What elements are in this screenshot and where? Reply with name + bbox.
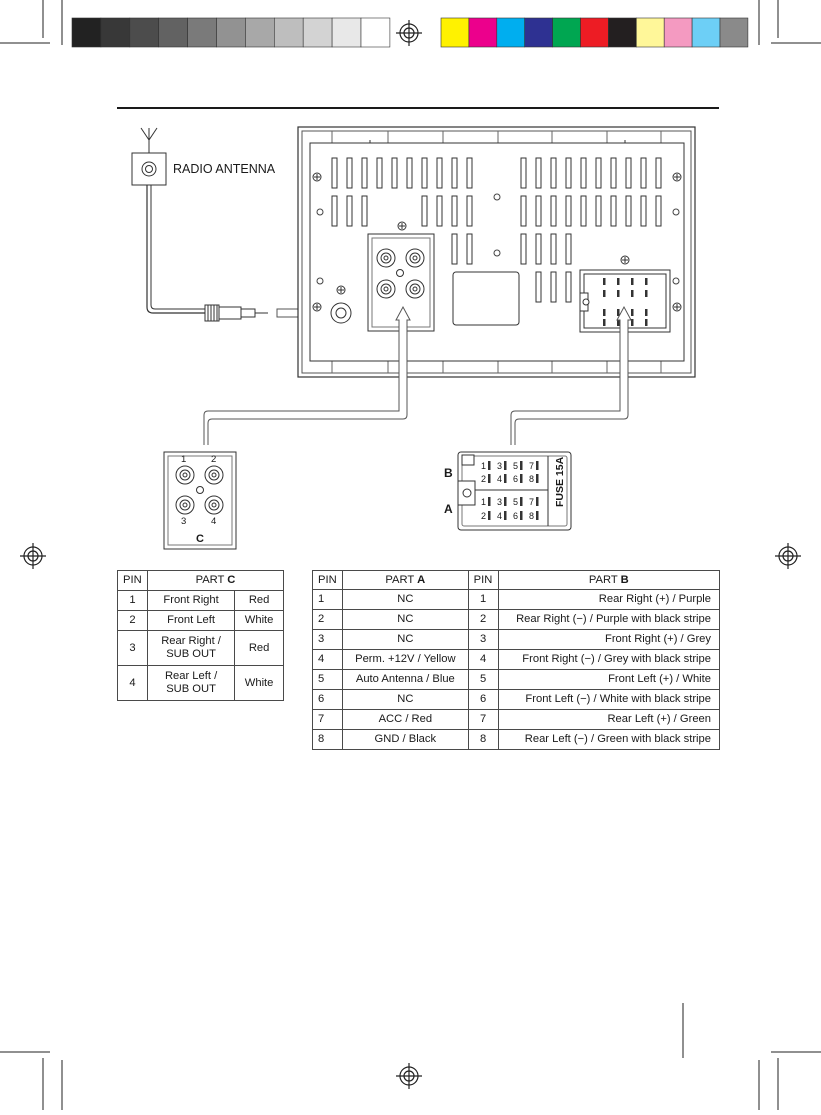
vent-slot <box>362 158 367 188</box>
vent-slot <box>377 158 382 188</box>
iso-pin-number: 3 <box>497 461 503 471</box>
grayscale-bar <box>72 18 390 47</box>
vent-slot <box>332 196 337 226</box>
part-b-cell: Front Right (−) / Grey with black stripe <box>498 650 719 670</box>
col-header-part-a: PART A <box>342 571 468 590</box>
col-header-pin-a: PIN <box>313 571 343 590</box>
vent-slot <box>452 158 457 188</box>
vent-slot <box>521 196 526 226</box>
pin-icon <box>603 278 606 285</box>
pin-table-ab <box>312 570 720 750</box>
gray-swatch <box>361 18 390 47</box>
vent-slot <box>452 196 457 226</box>
part-b-cell: Front Left (−) / White with black stripe <box>498 690 719 710</box>
connector-c <box>164 452 236 549</box>
part-b-cell: Rear Left (+) / Green <box>498 710 719 730</box>
connector-c-pin-label: 4 <box>211 516 217 527</box>
iso-pin-number: 5 <box>513 497 519 507</box>
vent-slot <box>566 234 571 264</box>
table-row <box>313 610 720 630</box>
pin-b-cell: 4 <box>468 650 498 670</box>
iso-pin-number: 1 <box>481 461 487 471</box>
pin-cell: 2 <box>118 611 148 631</box>
pin-icon <box>504 461 507 470</box>
antenna-jack-box <box>132 153 166 185</box>
pin-b-cell: 1 <box>468 590 498 610</box>
pin-icon <box>631 290 634 297</box>
pin-icon <box>536 461 539 470</box>
vent-slot <box>467 158 472 188</box>
signal-cell: Rear Left / SUB OUT <box>147 666 234 701</box>
color-cell: Red <box>235 631 284 666</box>
pin-icon <box>536 474 539 483</box>
signal-cell: Rear Right / SUB OUT <box>147 631 234 666</box>
iso-pin-number: 5 <box>513 461 519 471</box>
pin-a-cell: 8 <box>313 730 343 750</box>
part-a-cell: NC <box>342 610 468 630</box>
vent-slot <box>536 272 541 302</box>
vent-slot <box>362 196 367 226</box>
pin-cell: 1 <box>118 591 148 611</box>
signal-cell: Front Right <box>147 591 234 611</box>
pin-icon <box>504 474 507 483</box>
vent-slot <box>566 196 571 226</box>
gray-swatch <box>303 18 332 47</box>
iso-pin-number: 7 <box>529 497 535 507</box>
pin-icon <box>520 511 523 520</box>
gray-swatch <box>101 18 130 47</box>
col-header-pin-b: PIN <box>468 571 498 590</box>
iso-pin-number: 4 <box>497 511 503 521</box>
iso-a-label: A <box>444 502 453 516</box>
pin-icon <box>645 319 648 326</box>
color-swatch <box>692 18 720 47</box>
pin-cell: 4 <box>118 666 148 701</box>
col-header-part-b: PART B <box>498 571 719 590</box>
vent-slot <box>656 196 661 226</box>
pin-icon <box>488 461 491 470</box>
screw-icon <box>621 256 629 264</box>
screw-icon <box>398 222 406 230</box>
vent-slot <box>536 158 541 188</box>
part-a-cell: Perm. +12V / Yellow <box>342 650 468 670</box>
pin-cell: 3 <box>118 631 148 666</box>
pin-b-cell: 5 <box>468 670 498 690</box>
iso-pin-number: 2 <box>481 511 487 521</box>
col-header-part-c: PART C <box>147 571 283 591</box>
table-row <box>313 630 720 650</box>
table-row <box>118 591 284 611</box>
pin-icon <box>617 278 620 285</box>
iso-b-label: B <box>444 466 453 480</box>
registration-mark-icon <box>396 1063 422 1089</box>
vent-slot <box>347 158 352 188</box>
vent-slot <box>641 196 646 226</box>
pin-b-cell: 3 <box>468 630 498 650</box>
iso-pin-number: 4 <box>497 474 503 484</box>
part-b-cell: Rear Left (−) / Green with black stripe <box>498 730 719 750</box>
connector-c-pin-label: 2 <box>211 454 217 465</box>
table-row <box>313 690 720 710</box>
table-row <box>313 730 720 750</box>
vent-slot <box>566 272 571 302</box>
pin-icon <box>504 511 507 520</box>
iso-pin-number: 8 <box>529 474 535 484</box>
pin-icon <box>645 309 648 316</box>
antenna-label: RADIO ANTENNA <box>173 162 276 176</box>
registration-mark-icon <box>396 20 422 46</box>
table-header-row <box>313 571 720 590</box>
pin-a-cell: 7 <box>313 710 343 730</box>
radio-rear-panel <box>298 127 695 377</box>
pin-a-cell: 4 <box>313 650 343 670</box>
vent-slot <box>467 234 472 264</box>
part-b-cell: Rear Right (+) / Purple <box>498 590 719 610</box>
pin-b-cell: 2 <box>468 610 498 630</box>
table-row <box>118 631 284 666</box>
vent-slot <box>596 158 601 188</box>
pin-icon <box>617 309 620 316</box>
iso-pin-number: 7 <box>529 461 535 471</box>
connector-c-label: C <box>196 533 204 545</box>
color-swatch <box>581 18 609 47</box>
antenna-cable <box>147 185 205 313</box>
gray-swatch <box>72 18 101 47</box>
color-swatch <box>525 18 553 47</box>
vent-slot <box>626 196 631 226</box>
pin-a-cell: 5 <box>313 670 343 690</box>
antenna-symbol-icon <box>141 128 157 153</box>
screw-icon <box>313 303 321 311</box>
pin-table-c <box>117 570 284 701</box>
color-swatch <box>636 18 664 47</box>
pin-a-cell: 3 <box>313 630 343 650</box>
gray-swatch <box>217 18 246 47</box>
vent-slot <box>551 196 556 226</box>
col-header-pin: PIN <box>118 571 148 591</box>
iso-pin-number: 3 <box>497 497 503 507</box>
part-a-cell: NC <box>342 630 468 650</box>
vent-slot <box>452 234 457 264</box>
color-bar <box>441 18 748 47</box>
vent-slot <box>596 196 601 226</box>
vent-slot <box>392 158 397 188</box>
vent-slot <box>581 158 586 188</box>
vent-slot <box>551 158 556 188</box>
vent-slot <box>467 196 472 226</box>
table-row <box>118 666 284 701</box>
part-b-cell: Rear Right (−) / Purple with black stripe <box>498 610 719 630</box>
vent-slot <box>641 158 646 188</box>
pin-icon <box>504 497 507 506</box>
vent-slot <box>536 196 541 226</box>
gray-swatch <box>188 18 217 47</box>
table-row <box>313 670 720 690</box>
registration-mark-icon <box>775 543 801 569</box>
part-a-cell: NC <box>342 590 468 610</box>
pin-icon <box>631 309 634 316</box>
table-header-row <box>118 571 284 591</box>
iso-pin-number: 2 <box>481 474 487 484</box>
gray-swatch <box>245 18 274 47</box>
color-cell: White <box>235 611 284 631</box>
iso-pin-number: 1 <box>481 497 487 507</box>
connector-c-pin-label: 1 <box>181 454 187 465</box>
vent-slot <box>422 196 427 226</box>
vent-slot <box>566 158 571 188</box>
pin-icon <box>520 497 523 506</box>
color-swatch <box>497 18 525 47</box>
pin-icon <box>536 511 539 520</box>
part-b-cell: Front Right (+) / Grey <box>498 630 719 650</box>
pin-icon <box>520 461 523 470</box>
vent-slot <box>551 272 556 302</box>
vent-slot <box>521 158 526 188</box>
vent-slot <box>437 158 442 188</box>
registration-mark-icon <box>20 543 46 569</box>
pin-icon <box>631 278 634 285</box>
pin-icon <box>603 290 606 297</box>
gray-swatch <box>332 18 361 47</box>
pin-icon <box>603 319 606 326</box>
iso-pin-number: 8 <box>529 511 535 521</box>
color-swatch <box>553 18 581 47</box>
table-row <box>313 590 720 610</box>
antenna-plug-icon <box>205 305 268 321</box>
iso-pin-number: 6 <box>513 511 519 521</box>
vent-slot <box>347 196 352 226</box>
vent-slot <box>437 196 442 226</box>
table-row <box>313 710 720 730</box>
vent-slot <box>551 234 556 264</box>
color-swatch <box>664 18 692 47</box>
fuse-label: FUSE 15A <box>554 456 566 507</box>
screw-icon <box>337 286 345 294</box>
vent-slot <box>611 158 616 188</box>
color-cell: White <box>235 666 284 701</box>
pin-b-cell: 7 <box>468 710 498 730</box>
pin-a-cell: 6 <box>313 690 343 710</box>
pin-icon <box>617 290 620 297</box>
gray-swatch <box>274 18 303 47</box>
pin-icon <box>488 497 491 506</box>
pin-icon <box>520 474 523 483</box>
connector-c-pin-label: 3 <box>181 516 187 527</box>
vent-slot <box>521 234 526 264</box>
gray-swatch <box>130 18 159 47</box>
part-a-cell: Auto Antenna / Blue <box>342 670 468 690</box>
signal-cell: Front Left <box>147 611 234 631</box>
color-swatch <box>608 18 636 47</box>
color-swatch <box>441 18 469 47</box>
iso-pin-number: 6 <box>513 474 519 484</box>
screw-icon <box>673 173 681 181</box>
vent-slot <box>626 158 631 188</box>
screw-icon <box>313 173 321 181</box>
pin-a-cell: 2 <box>313 610 343 630</box>
pin-a-cell: 1 <box>313 590 343 610</box>
pin-icon <box>488 511 491 520</box>
vent-slot <box>611 196 616 226</box>
vent-slot <box>581 196 586 226</box>
vent-slot <box>536 234 541 264</box>
pin-icon <box>645 278 648 285</box>
screw-icon <box>673 303 681 311</box>
table-row <box>313 650 720 670</box>
table-row <box>118 611 284 631</box>
vent-slot <box>422 158 427 188</box>
pin-icon <box>645 290 648 297</box>
pin-icon <box>488 474 491 483</box>
color-swatch <box>720 18 748 47</box>
pin-icon <box>536 497 539 506</box>
part-a-cell: GND / Black <box>342 730 468 750</box>
vent-slot <box>656 158 661 188</box>
pin-b-cell: 6 <box>468 690 498 710</box>
gray-swatch <box>159 18 188 47</box>
pin-icon <box>603 309 606 316</box>
color-cell: Red <box>235 591 284 611</box>
iso-connector-detail <box>458 452 571 530</box>
color-swatch <box>469 18 497 47</box>
vent-slot <box>332 158 337 188</box>
part-b-cell: Front Left (+) / White <box>498 670 719 690</box>
pin-b-cell: 8 <box>468 730 498 750</box>
part-a-cell: NC <box>342 690 468 710</box>
vent-slot <box>407 158 412 188</box>
part-a-cell: ACC / Red <box>342 710 468 730</box>
